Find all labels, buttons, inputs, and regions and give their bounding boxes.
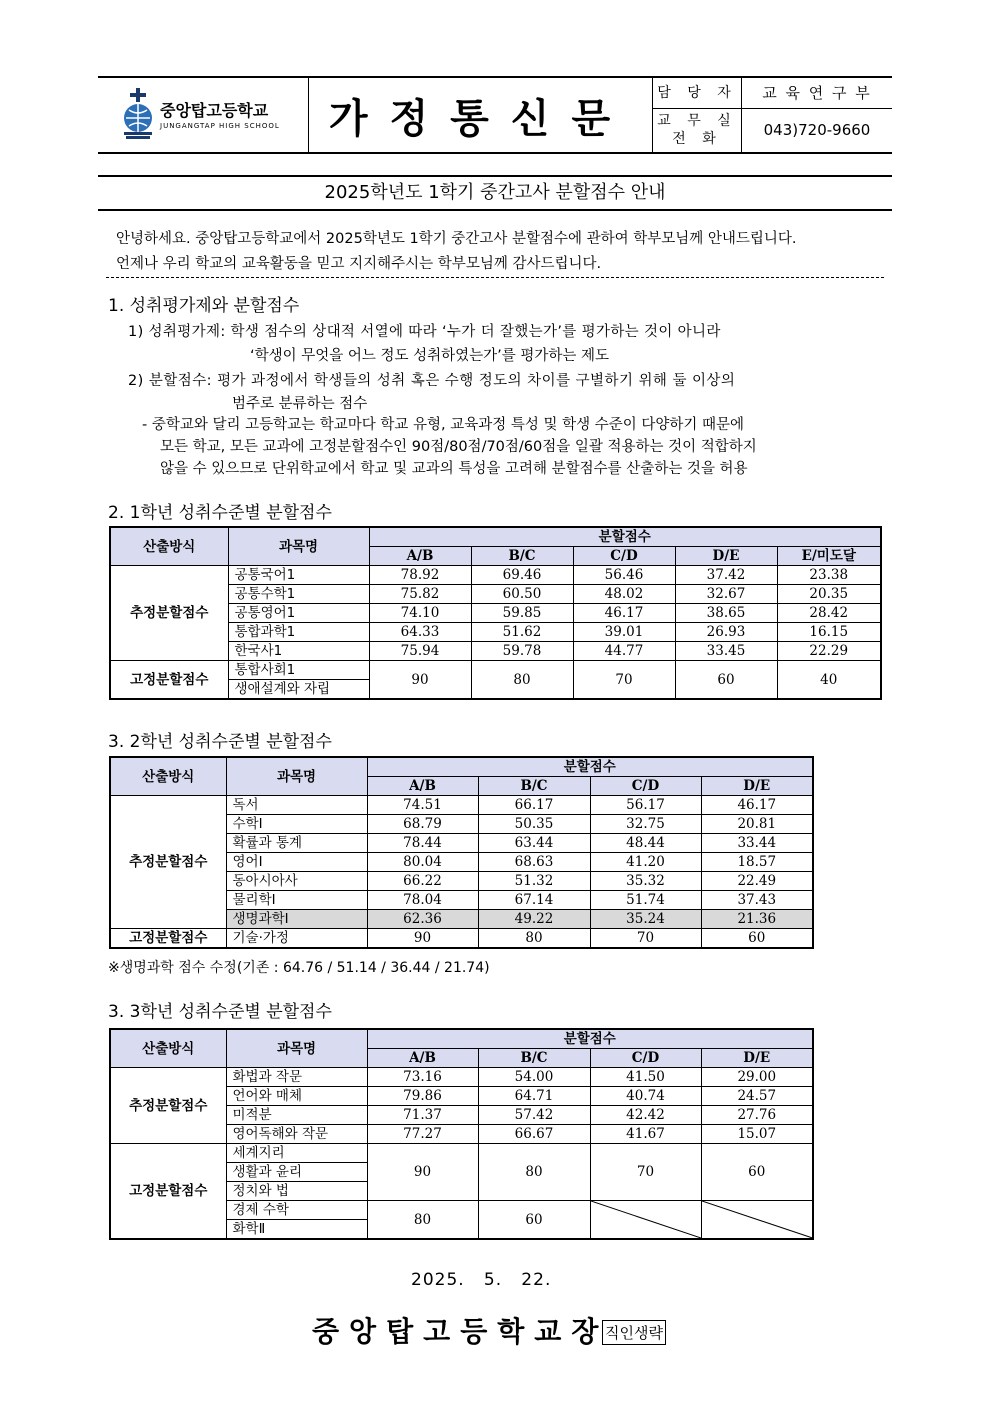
score-cell: 32.75 xyxy=(590,815,701,834)
score-cell: 41.20 xyxy=(590,853,701,872)
score-cell: 40.74 xyxy=(590,1087,701,1106)
score-cell: 41.50 xyxy=(590,1068,701,1087)
score-cell: 90 xyxy=(369,661,471,700)
school-name-en: JUNGANGTAP HIGH SCHOOL xyxy=(160,122,280,130)
score-cell: 48.44 xyxy=(590,834,701,853)
subject-cell: 독서 xyxy=(226,796,367,815)
score-cell: 51.62 xyxy=(471,623,573,642)
section1-item2-line1: 2) 분할점수: 평가 과정에서 학생들의 성취 혹은 수행 정도의 차이를 구별하기 위해 둘 이상의 xyxy=(128,373,736,389)
level-header: C/D xyxy=(573,547,675,566)
score-cell: 38.65 xyxy=(675,604,777,623)
subject-cell: 미적분 xyxy=(226,1106,367,1125)
subject-cell: 공통국어1 xyxy=(228,566,369,585)
subject-cell: 통합과학1 xyxy=(228,623,369,642)
subject-cell: 물리학Ⅰ xyxy=(226,891,367,910)
subject-cell-highlighted: 생명과학Ⅰ xyxy=(226,910,367,929)
section1-item1-line2: ‘학생이 무엇을 어느 정도 성취하였는가’를 평가하는 제도 xyxy=(250,348,610,364)
subject-cell: 영어Ⅰ xyxy=(226,853,367,872)
score-cell: 79.86 xyxy=(367,1087,478,1106)
level-header: D/E xyxy=(701,777,813,796)
score-cell: 56.46 xyxy=(573,566,675,585)
method-fixed: 고정분할점수 xyxy=(110,1144,226,1240)
subject-cell: 한국사1 xyxy=(228,642,369,661)
score-cell: 22.29 xyxy=(777,642,881,661)
section1-note-line2: 모든 학교, 모든 교과에 고정분할점수인 90점/80점/70점/60점을 일괄 적용하는 것이 적합하지 xyxy=(160,439,757,455)
office-label-line1: 교 무 실 xyxy=(657,113,737,129)
level-header: B/C xyxy=(471,547,573,566)
level-header: C/D xyxy=(590,1049,701,1068)
score-cell: 59.78 xyxy=(471,642,573,661)
empty-slashed-cell xyxy=(701,1201,813,1240)
score-cell: 74.10 xyxy=(369,604,471,623)
score-cell: 24.57 xyxy=(701,1087,813,1106)
score-cell: 78.44 xyxy=(367,834,478,853)
score-cell: 74.51 xyxy=(367,796,478,815)
score-cell: 44.77 xyxy=(573,642,675,661)
level-header: B/C xyxy=(478,777,590,796)
score-cell: 54.00 xyxy=(478,1068,590,1087)
score-cell: 35.24 xyxy=(590,910,701,929)
score-cell: 23.38 xyxy=(777,566,881,585)
divider xyxy=(106,277,884,278)
score-cell: 50.35 xyxy=(478,815,590,834)
score-cell: 80 xyxy=(478,929,590,949)
greeting-line-2: 언제나 우리 학교의 교육활동을 믿고 지지해주시는 학부모님께 감사드립니다. xyxy=(116,256,602,272)
level-header: D/E xyxy=(701,1049,813,1068)
score-cell: 35.32 xyxy=(590,872,701,891)
score-cell: 75.82 xyxy=(369,585,471,604)
score-cell: 80 xyxy=(471,661,573,700)
score-cell: 70 xyxy=(573,661,675,700)
subject-cell: 생활과 윤리 xyxy=(226,1163,367,1182)
office-phone: 043)720-9660 xyxy=(763,121,871,139)
score-cell: 75.94 xyxy=(369,642,471,661)
subject-cell: 확률과 통계 xyxy=(226,834,367,853)
score-cell: 33.44 xyxy=(701,834,813,853)
subject-cell: 경제 수학 xyxy=(226,1201,367,1220)
contact-label: 담 당 자 xyxy=(653,78,742,108)
subject-cell: 공통영어1 xyxy=(228,604,369,623)
score-cell: 60 xyxy=(478,1201,590,1240)
score-cell: 70 xyxy=(590,1144,701,1201)
score-cell: 56.17 xyxy=(590,796,701,815)
subject-cell: 언어와 매체 xyxy=(226,1087,367,1106)
score-cell: 60 xyxy=(701,929,813,949)
level-header: A/B xyxy=(367,777,478,796)
score-cell: 39.01 xyxy=(573,623,675,642)
issue-date: 2025. 5. 22. xyxy=(411,1270,552,1290)
col-header-cut: 분할점수 xyxy=(367,1029,813,1049)
score-cell: 67.14 xyxy=(478,891,590,910)
score-cell: 28.42 xyxy=(777,604,881,623)
seal-omitted-label: 직인생략 xyxy=(602,1320,666,1345)
score-cell: 64.33 xyxy=(369,623,471,642)
score-cell: 62.36 xyxy=(367,910,478,929)
school-name: 중앙탑고등학교 xyxy=(160,101,269,120)
subject-cell: 생애설계와 자립 xyxy=(228,680,369,700)
subject-cell: 동아시아사 xyxy=(226,872,367,891)
score-cell: 73.16 xyxy=(367,1068,478,1087)
col-header-subject: 과목명 xyxy=(228,527,369,566)
contact-info xyxy=(653,78,892,152)
method-fixed: 고정분할점수 xyxy=(110,661,228,700)
office-label-line2: 전 화 xyxy=(672,131,722,147)
subject-cell: 통합사회1 xyxy=(228,661,369,680)
score-cell: 37.43 xyxy=(701,891,813,910)
score-cell: 42.42 xyxy=(590,1106,701,1125)
score-cell: 51.32 xyxy=(478,872,590,891)
section1-heading: 1. 성취평가제와 분할점수 xyxy=(108,296,300,316)
col-header-cut: 분할점수 xyxy=(367,757,813,777)
score-cell: 80 xyxy=(478,1144,590,1201)
col-header-method: 산출방식 xyxy=(110,527,228,566)
score-cell: 80.04 xyxy=(367,853,478,872)
score-cell: 78.04 xyxy=(367,891,478,910)
level-header: E/미도달 xyxy=(777,547,881,566)
section1-note-line1: - 중학교와 달리 고등학교는 학교마다 학교 유형, 교육과정 특성 및 학생 수준이 다양하기 때문에 xyxy=(142,417,745,433)
level-header: D/E xyxy=(675,547,777,566)
score-cell: 51.74 xyxy=(590,891,701,910)
grade2-table xyxy=(109,756,814,949)
score-cell: 40 xyxy=(777,661,881,700)
score-cell: 68.63 xyxy=(478,853,590,872)
score-cell: 71.37 xyxy=(367,1106,478,1125)
level-header: A/B xyxy=(369,547,471,566)
score-cell: 80 xyxy=(367,1201,478,1240)
score-cell: 37.42 xyxy=(675,566,777,585)
score-cell: 69.46 xyxy=(471,566,573,585)
level-header: A/B xyxy=(367,1049,478,1068)
subject-cell: 세계지리 xyxy=(226,1144,367,1163)
score-cell: 18.57 xyxy=(701,853,813,872)
score-cell: 90 xyxy=(367,929,478,949)
score-cell: 77.27 xyxy=(367,1125,478,1144)
method-fixed: 고정분할점수 xyxy=(110,929,226,949)
col-header-cut: 분할점수 xyxy=(369,527,881,547)
score-cell: 78.92 xyxy=(369,566,471,585)
score-cell: 49.22 xyxy=(478,910,590,929)
score-cell: 21.36 xyxy=(701,910,813,929)
subject-cell: 공통수학1 xyxy=(228,585,369,604)
score-cell: 60.50 xyxy=(471,585,573,604)
subject-cell: 화법과 작문 xyxy=(226,1068,367,1087)
score-cell: 68.79 xyxy=(367,815,478,834)
contact-value: 교 육 연 구 부 xyxy=(762,84,872,102)
method-estimated: 추정분할점수 xyxy=(110,566,228,661)
col-header-subject: 과목명 xyxy=(226,1029,367,1068)
score-cell: 48.02 xyxy=(573,585,675,604)
score-cell: 20.81 xyxy=(701,815,813,834)
school-emblem-icon xyxy=(120,88,156,142)
level-header: B/C xyxy=(478,1049,590,1068)
score-cell: 33.45 xyxy=(675,642,777,661)
score-cell: 90 xyxy=(367,1144,478,1201)
score-cell: 66.17 xyxy=(478,796,590,815)
office-phone-label xyxy=(653,109,742,152)
subject-cell: 영어독해와 작문 xyxy=(226,1125,367,1144)
section1-note-line3: 않을 수 있으므로 단위학교에서 학교 및 교과의 특성을 고려해 분할점수를 산출하는 것을 허용 xyxy=(160,461,748,477)
document-type-title: 가정통신문 xyxy=(309,78,653,152)
subject-cell: 화학Ⅱ xyxy=(226,1220,367,1240)
score-cell: 63.44 xyxy=(478,834,590,853)
score-cell: 46.17 xyxy=(573,604,675,623)
score-cell: 32.67 xyxy=(675,585,777,604)
grade1-heading: 2. 1학년 성취수준별 분할점수 xyxy=(108,503,332,523)
score-cell: 27.76 xyxy=(701,1106,813,1125)
score-cell: 60 xyxy=(701,1144,813,1201)
col-header-subject: 과목명 xyxy=(226,757,367,796)
score-cell: 66.22 xyxy=(367,872,478,891)
score-cell: 41.67 xyxy=(590,1125,701,1144)
grade3-table xyxy=(109,1028,814,1240)
score-cell: 59.85 xyxy=(471,604,573,623)
score-cell: 57.42 xyxy=(478,1106,590,1125)
grade3-heading: 3. 3학년 성취수준별 분할점수 xyxy=(108,1002,332,1022)
section1-item2-line2: 범주로 분류하는 점수 xyxy=(232,396,368,412)
notice-title: 2025학년도 1학기 중간고사 분할점수 안내 xyxy=(98,175,892,211)
score-cell: 26.93 xyxy=(675,623,777,642)
grade1-table xyxy=(109,526,882,700)
score-cell: 29.00 xyxy=(701,1068,813,1087)
subject-cell: 기술·가정 xyxy=(226,929,367,949)
empty-slashed-cell xyxy=(590,1201,701,1240)
score-cell: 46.17 xyxy=(701,796,813,815)
col-header-method: 산출방식 xyxy=(110,757,226,796)
greeting-line-1: 안녕하세요. 중앙탑고등학교에서 2025학년도 1학기 중간고사 분할점수에 관하여 학부모님께 안내드립니다. xyxy=(116,231,797,247)
method-estimated: 추정분할점수 xyxy=(110,1068,226,1144)
col-header-method: 산출방식 xyxy=(110,1029,226,1068)
score-cell: 64.71 xyxy=(478,1087,590,1106)
header-box xyxy=(98,76,892,154)
level-header: C/D xyxy=(590,777,701,796)
grade2-heading: 3. 2학년 성취수준별 분할점수 xyxy=(108,732,332,752)
principal-signature: 중앙탑고등학교장 xyxy=(312,1315,609,1348)
score-cell: 22.49 xyxy=(701,872,813,891)
score-cell: 16.15 xyxy=(777,623,881,642)
score-cell: 70 xyxy=(590,929,701,949)
subject-cell: 정치와 법 xyxy=(226,1182,367,1201)
subject-cell: 수학Ⅰ xyxy=(226,815,367,834)
score-cell: 20.35 xyxy=(777,585,881,604)
score-cell: 60 xyxy=(675,661,777,700)
correction-note: ※생명과학 점수 수정(기존 : 64.76 / 51.14 / 36.44 / 21.74) xyxy=(108,960,490,976)
section1-item1-line1: 1) 성취평가제: 학생 점수의 상대적 서열에 따라 ‘누가 더 잘했는가’를 평가하는 것이 아니라 xyxy=(128,324,721,340)
score-cell: 15.07 xyxy=(701,1125,813,1144)
school-logo-area xyxy=(98,78,309,152)
method-estimated: 추정분할점수 xyxy=(110,796,226,929)
score-cell: 66.67 xyxy=(478,1125,590,1144)
